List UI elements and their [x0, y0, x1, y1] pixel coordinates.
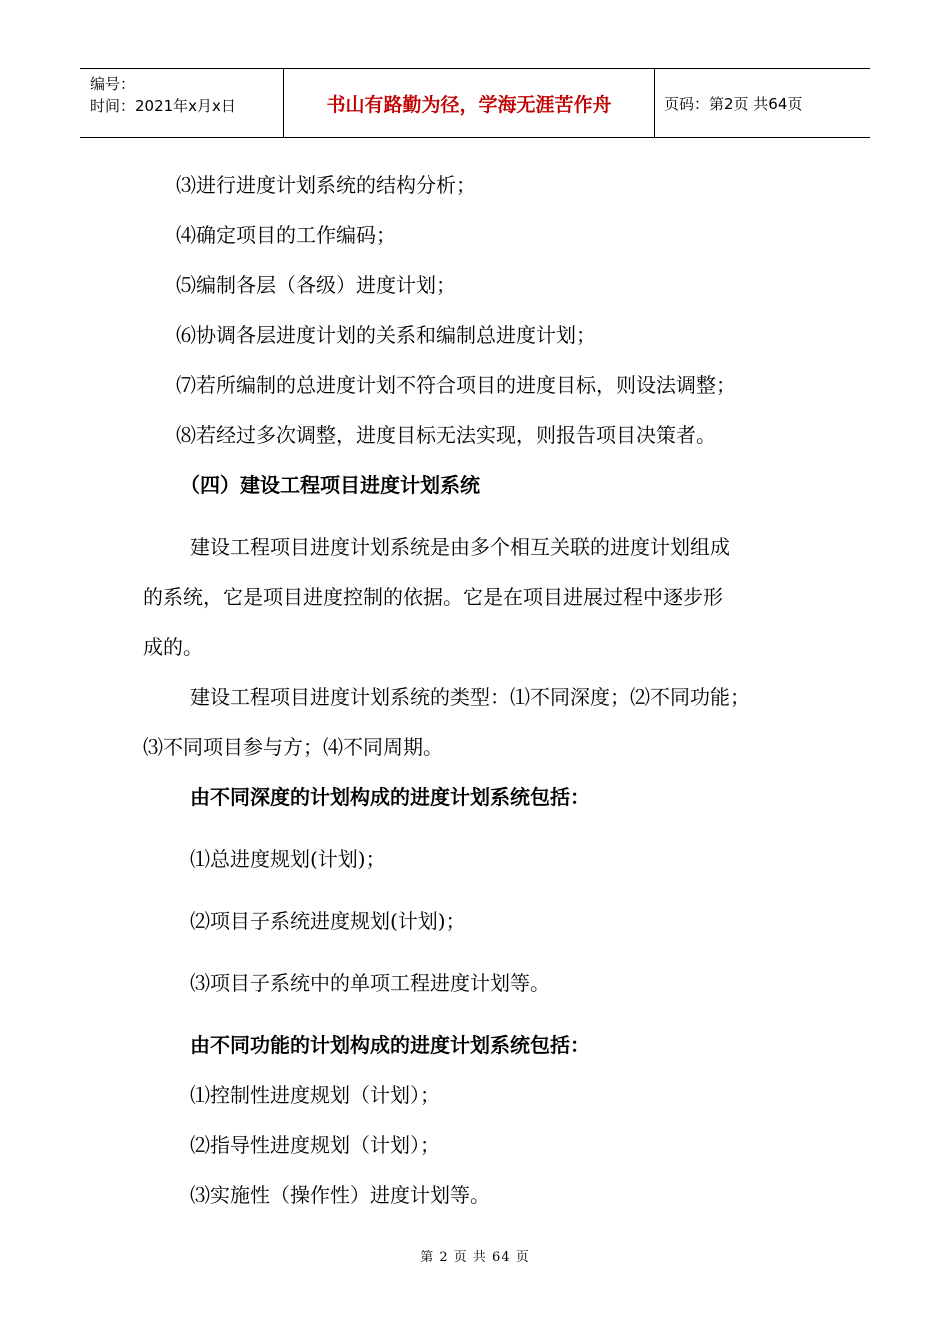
step-7: ⑺若所编制的总进度计划不符合项目的进度目标，则设法调整；	[176, 373, 736, 397]
header-page-info: 页码：第2页 共64页	[664, 94, 803, 113]
para1-line-2: 的系统，它是项目进度控制的依据。它是在项目进展过程中逐步形	[143, 585, 723, 609]
step-5: ⑸编制各层（各级）进度计划；	[176, 273, 456, 297]
number-label: 编号：	[90, 75, 136, 93]
depth-item-2: ⑵项目子系统进度规划(计划)；	[190, 909, 466, 933]
depth-heading: 由不同深度的计划构成的进度计划系统包括：	[190, 785, 590, 809]
section-heading: （四）建设工程项目进度计划系统	[180, 473, 480, 497]
function-item-3: ⑶实施性（操作性）进度计划等。	[190, 1183, 490, 1207]
para1-line-1: 建设工程项目进度计划系统是由多个相互关联的进度计划组成	[190, 535, 730, 559]
page-footer: 第 2 页 共 64 页	[420, 1250, 530, 1265]
date-label: 时间：2021年x月x日	[90, 97, 236, 115]
function-heading: 由不同功能的计划构成的进度计划系统包括：	[190, 1033, 590, 1057]
function-item-2: ⑵指导性进度规划（计划）；	[190, 1133, 440, 1157]
header-meta	[80, 69, 283, 137]
step-4: ⑷确定项目的工作编码；	[176, 223, 396, 247]
step-3: ⑶进行进度计划系统的结构分析；	[176, 173, 476, 197]
para2-line-2: ⑶不同项目参与方；⑷不同周期。	[143, 735, 443, 759]
header-table	[80, 68, 870, 138]
depth-item-3: ⑶项目子系统中的单项工程进度计划等。	[190, 971, 550, 995]
function-item-1: ⑴控制性进度规划（计划）；	[190, 1083, 440, 1107]
step-8: ⑻若经过多次调整，进度目标无法实现，则报告项目决策者。	[176, 423, 716, 447]
header-motto: 书山有路勤为径，学海无涯苦作舟	[283, 69, 655, 137]
depth-item-1: ⑴总进度规划(计划)；	[190, 847, 386, 871]
step-6: ⑹协调各层进度计划的关系和编制总进度计划；	[176, 323, 596, 347]
para1-line-3: 成的。	[143, 635, 203, 659]
para2-line-1: 建设工程项目进度计划系统的类型：⑴不同深度；⑵不同功能；	[190, 685, 750, 709]
